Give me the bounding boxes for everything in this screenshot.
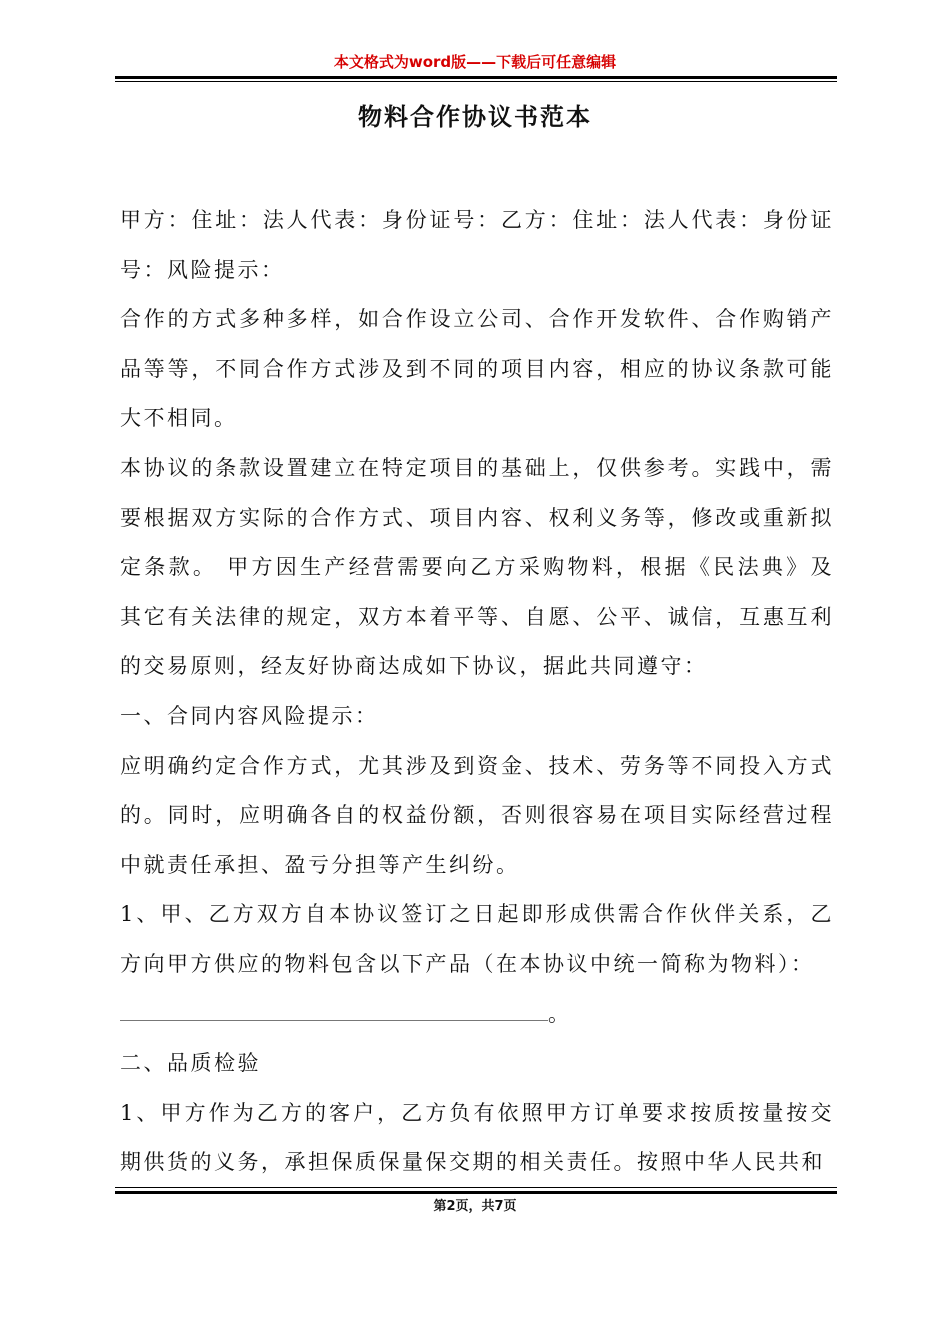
- clause-supply-obligation: 1、甲方作为乙方的客户，乙方负有依照甲方订单要求按质按量按交期供货的义务，承担保质保量保交期的相关责任。按照中华人民共和: [120, 1100, 834, 1175]
- blank-fill-suffix: 。: [548, 1001, 572, 1026]
- paragraph-basis: 本协议的条款设置建立在特定项目的基础上，仅供参考。实践中，需要根据双方实际的合作方式、项目内容、权利义务等，修改或重新拟定条款。 甲方因生产经营需要向乙方采购物料，根据《民法典》及其它有关法律的规定，双方本着平等、自愿、公平、诚信，互惠互利的交易原则，经友好协商达成如下协议，据此共同遵守：: [120, 455, 834, 679]
- section-heading-quality-inspection: 二、品质检验: [120, 1051, 261, 1076]
- header-rule-thin: [115, 81, 837, 82]
- footer-rule-thick: [115, 1191, 837, 1194]
- footer-rule-thin: [115, 1187, 837, 1188]
- section-heading-contract-content: 一、合同内容风险提示：: [120, 703, 379, 728]
- header-rule-thick: [115, 76, 837, 79]
- blank-fill-paragraph: [120, 990, 834, 1040]
- clause-supply-relationship: 1、甲、乙方双方自本协议签订之日起即形成供需合作伙伴关系，乙方向甲方供应的物料包含以下产品（在本协议中统一简称为物料）：: [120, 902, 834, 976]
- page-number: 第2页，共7页: [433, 1199, 517, 1214]
- paragraph-risk-intro: 合作的方式多种多样，如合作设立公司、合作开发软件、合作购销产品等等，不同合作方式涉及到不同的项目内容，相应的协议条款可能大不相同。: [120, 307, 834, 431]
- paragraph-cooperation-mode: 应明确约定合作方式，尤其涉及到资金、技术、劳务等不同投入方式的。同时，应明确各自的权益份额，否则很容易在项目实际经营过程中就责任承担、盈亏分担等产生纠纷。: [120, 753, 834, 877]
- document-title: 物料合作协议书范本: [358, 102, 592, 131]
- paragraph-parties: 甲方：住址：法人代表：身份证号：乙方：住址：法人代表：身份证号：风险提示：: [120, 208, 834, 282]
- download-note: 本文格式为word版——下载后可任意编辑: [333, 53, 617, 71]
- blank-fill-line: [120, 1000, 548, 1021]
- document-body: [120, 196, 834, 1188]
